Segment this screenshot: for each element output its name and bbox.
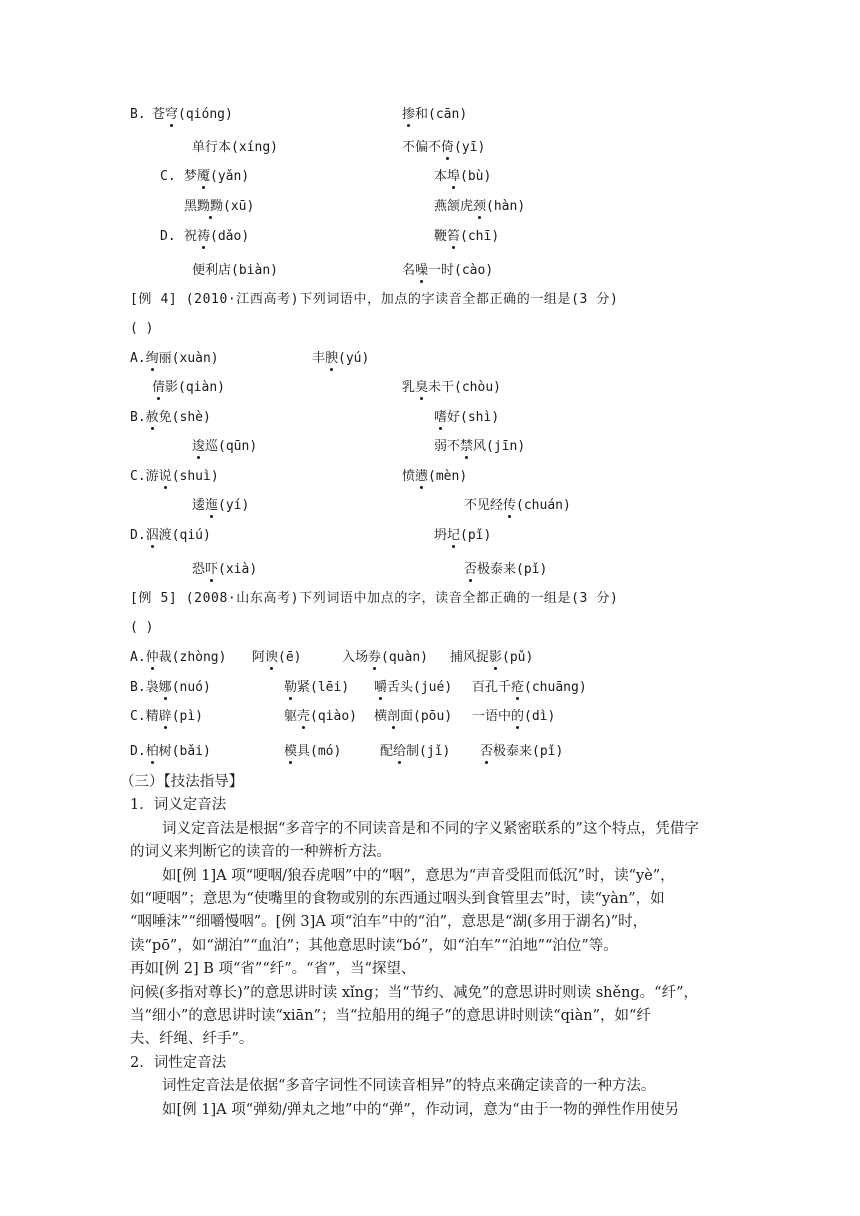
word: 祝祷(dǎo) xyxy=(184,229,250,244)
answer-paren: ( ) xyxy=(130,620,154,635)
word: 不偏不倚(yī) xyxy=(402,140,486,155)
paragraph-line: 词性定音法是依据“多音字词性不同读音相异”的特点来确定读音的一种方法。 xyxy=(162,1078,656,1094)
word: 便利店(biàn) xyxy=(192,263,278,278)
paragraph-line: 夫、纤绳、纤手”。 xyxy=(130,1031,254,1047)
example5-stem: [例 5] (2008·山东高考)下列词语中加点的字，读音全都正确的一组是(3 分) xyxy=(130,591,619,606)
paragraph-line: 问候(多指对尊长)”的意思讲时读 xǐng；当“节约、减免”的意思讲时则读 shěng。“纤”， xyxy=(130,985,699,1001)
paragraph-line: 如[例 1]A 项“哽咽/狼吞虎咽”中的“咽”，意思为“声音受阻而低沉”时，读“yè”， xyxy=(162,868,675,884)
section-heading: （三）【技法指导】 xyxy=(120,774,244,790)
word: 单行本(xíng) xyxy=(192,140,278,155)
subsection-title: 1．词义定音法 xyxy=(130,797,227,813)
paragraph-line: 如[例 1]A 项“弹劾/弹丸之地”中的“弹”，作动词，意为“由于一物的弹性作用使另 xyxy=(162,1102,680,1118)
word: 梦魇(yǎn) xyxy=(184,169,250,184)
answer-paren: ( ) xyxy=(130,321,154,336)
word: 黑黝黝(xū) xyxy=(184,199,255,214)
paragraph-line: 如“哽咽”；意思为“使嘴里的食物或别的东西通过咽头到食管里去”时，读“yàn”，如 xyxy=(130,891,665,907)
word: 掺和(cān) xyxy=(402,107,468,122)
example4-stem: [例 4] (2010·江西高考)下列词语中，加点的字读音全都正确的一组是(3 分) xyxy=(130,292,619,307)
word: 燕颔虎颈(hàn) xyxy=(434,199,526,214)
option-label: C. xyxy=(160,169,176,184)
word: 苍穹(qióng) xyxy=(152,107,233,122)
paragraph-line: 当“细小”的意思讲时读“xiān”；当“拉船用的绳子”的意思讲时则读“qiàn”，如“纤 xyxy=(130,1008,651,1024)
option-label: D. xyxy=(160,229,176,244)
option-label: B. xyxy=(130,107,146,122)
paragraph-line: “咽唾沫”“细嚼慢咽”。[例 3]A 项“泊车”中的“泊”，意思是“湖(多用于湖名)”时， xyxy=(130,914,648,930)
paragraph-line: 的词义来判断它的读音的一种辨析方法。 xyxy=(130,844,391,860)
word: 名噪一时(cào) xyxy=(402,263,494,278)
paragraph-line: 读“pō”，如“湖泊”“血泊”；其他意思时读“bó”，如“泊车”“泊地”“泊位”等。 xyxy=(130,938,618,954)
paragraph-line: 词义定音法是根据“多音字的不同读音是和不同的字义紧密联系的”这个特点，凭借字 xyxy=(162,821,699,837)
word: 本埠(bù) xyxy=(434,169,492,184)
word: 鞭笞(chī) xyxy=(434,229,500,244)
paragraph-line: 再如[例 2] B 项“省”“纤”。“省”，当“探望、 xyxy=(130,961,416,977)
subsection-title: 2．词性定音法 xyxy=(130,1055,227,1071)
